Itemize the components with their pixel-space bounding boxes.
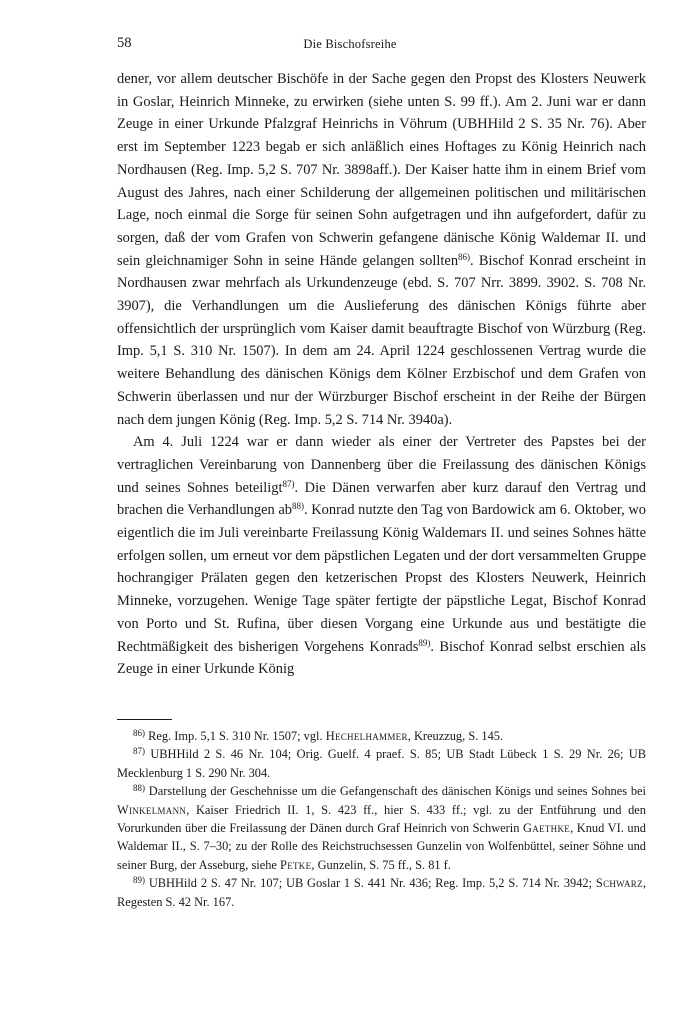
text-run: . Bischof Konrad erscheint in Nordhausen zwar mehrfach als Urkundenzeuge (ebd. S. 707 Nrr. 3899. 3902. S. 708 Nr. 3907), die Verhandlungen um die Auslieferung des dänischen Königs führte aber offensichtlich der ursprünglich vom Kaiser damit beauftragte Bischof von Würzburg (Reg. Imp. 5,1 S. 310 Nr. 1507). In dem am 24. April 1224 geschlossenen Vertrag wurde die weitere Behandlung des dänischen Königs dem Kölner Erzbischof und dem Grafen von Schwerin überlassen und nur der Würzburger Bischof erscheint in der Reihe der Bürgen nach dem jungen König (Reg. Imp. 5,2 S. 714 Nr. 3940a). xyxy=(117,252,646,428)
text-run: , Regesten S. 42 Nr. 167. xyxy=(117,876,646,909)
text-run: Am 4. Juli 1224 war er dann wieder als einer der Vertreter des Papstes bei der vertraglichen Vereinbarung von Dannenberg über die Freilassung des dänischen Königs und seines Sohnes beteiligt xyxy=(117,434,646,496)
footnote-divider xyxy=(117,719,172,720)
footnote-mark: 89) xyxy=(133,875,145,886)
footnote-mark: 86) xyxy=(133,728,145,738)
footnote-ref-86: 86) xyxy=(458,251,471,262)
footnote-ref-88: 88) xyxy=(292,501,304,512)
author-name: Gaethke xyxy=(523,821,571,836)
text-run: . Die Dänen verwarfen aber kurz darauf den Vertrag und brachen die Verhandlungen ab xyxy=(117,479,646,519)
author-name: Petke xyxy=(280,857,312,872)
footnote-ref-89: 89) xyxy=(418,637,431,648)
text-run: , Knud VI. und Waldemar II., S. 7–30; zu der Rolle des Reichstruchsessen Gunzelin von Wolfenbüttel, seiner Söhne und seiner Burg, der Asseburg, siehe xyxy=(117,821,646,872)
text-run: , Gunzelin, S. 75 ff., S. 81 f. xyxy=(311,857,451,872)
text-run: Darstellung der Geschehnisse um die Gefangenschaft des dänischen Königs und seines Sohnes bei xyxy=(145,784,646,799)
author-name: Schwarz xyxy=(595,876,643,891)
footnote-ref-87: 87) xyxy=(282,478,295,489)
paragraph-2 xyxy=(117,431,646,681)
footnotes xyxy=(117,727,646,911)
author-name: Hechelhammer xyxy=(325,729,408,743)
running-head: Die Bischofsreihe xyxy=(303,37,397,51)
text-run: dener, vor allem deutscher Bischöfe in der Sache gegen den Propst des Klosters Neuwerk in Goslar, Heinrich Minneke, zu erwirken (siehe unten S. 99 ff.). Am 2. Juni war er dann Zeuge in einer Urkunde Pfalzgraf Heinrichs in Vöhrum (UBHHild 2 S. 35 Nr. 76). Aber erst im September 1223 begab er sich anläßlich eines Hoftages zu König Heinrich nach Nordhausen (Reg. Imp. 5,2 S. 707 Nr. 3898aff.). Der Kaiser hatte ihm in einem Brief vom August des Jahres, nach einer Schilderung der allgemeinen politischen und militärischen Lage, noch einmal die Sorge für seinen Sohn aufgetragen und ihn aufgefordert, dafür zu sorgen, daß der vom Grafen von Schwerin gefangene dänische König Waldemar II. und sein gleichnamiger Sohn in seine Hände gelangen sollten xyxy=(117,71,646,269)
text-run: Reg. Imp. 5,1 S. 310 Nr. 1507; vgl. xyxy=(145,729,326,743)
paragraph-1 xyxy=(117,68,646,431)
footnote-87 xyxy=(117,745,646,782)
author-name: Winkelmann xyxy=(117,802,187,817)
text-run: . Konrad nutzte den Tag von Bardowick am 6. Oktober, wo eigentlich die im Juli vereinbarte Freilassung König Waldemars II. und seines Sohnes hätte erfolgen sollen, um erneut vor dem päpstlichen Legaten und der dort versammelten Gruppe hochrangiger Prälaten gegen den ketzerischen Propst des Klosters Neuwerk, Heinrich Minneke, vorzugehen. Wenige Tage später fertigte der päpstliche Legat, Bischof Konrad von Porto und St. Rufina, über diesen Vorgang eine Urkunde aus und bestätigte die Rechtmäßigkeit des bisherigen Vorgehens Konrads xyxy=(117,502,646,655)
footnote-mark: 88) xyxy=(133,783,145,794)
text-run: UBHHild 2 S. 46 Nr. 104; Orig. Guelf. 4 praef. S. 85; UB Stadt Lübeck 1 S. 29 Nr. 26; UB Mecklenburg 1 S. 290 Nr. 304. xyxy=(117,747,646,780)
footnote-mark: 87) xyxy=(133,746,145,757)
footnote-88 xyxy=(117,782,646,874)
text-run: , Kaiser Friedrich II. 1, S. 423 ff., hier S. 433 ff.; vgl. zu der Entführung und den Vorurkunden über die Freilassung der Dänen durch Graf Heinrich von Schwerin xyxy=(117,802,646,836)
footnote-89 xyxy=(117,874,646,911)
footnote-86 xyxy=(117,727,646,745)
page-number: 58 xyxy=(117,35,132,51)
main-text xyxy=(117,68,646,681)
text-run: UBHHild 2 S. 47 Nr. 107; UB Goslar 1 S. 441 Nr. 436; Reg. Imp. 5,2 S. 714 Nr. 3942; xyxy=(145,876,596,891)
text-run: . Bischof Konrad selbst erschien als Zeuge in einer Urkunde König xyxy=(117,638,647,678)
text-run: , Kreuzzug, S. 145. xyxy=(407,729,504,743)
